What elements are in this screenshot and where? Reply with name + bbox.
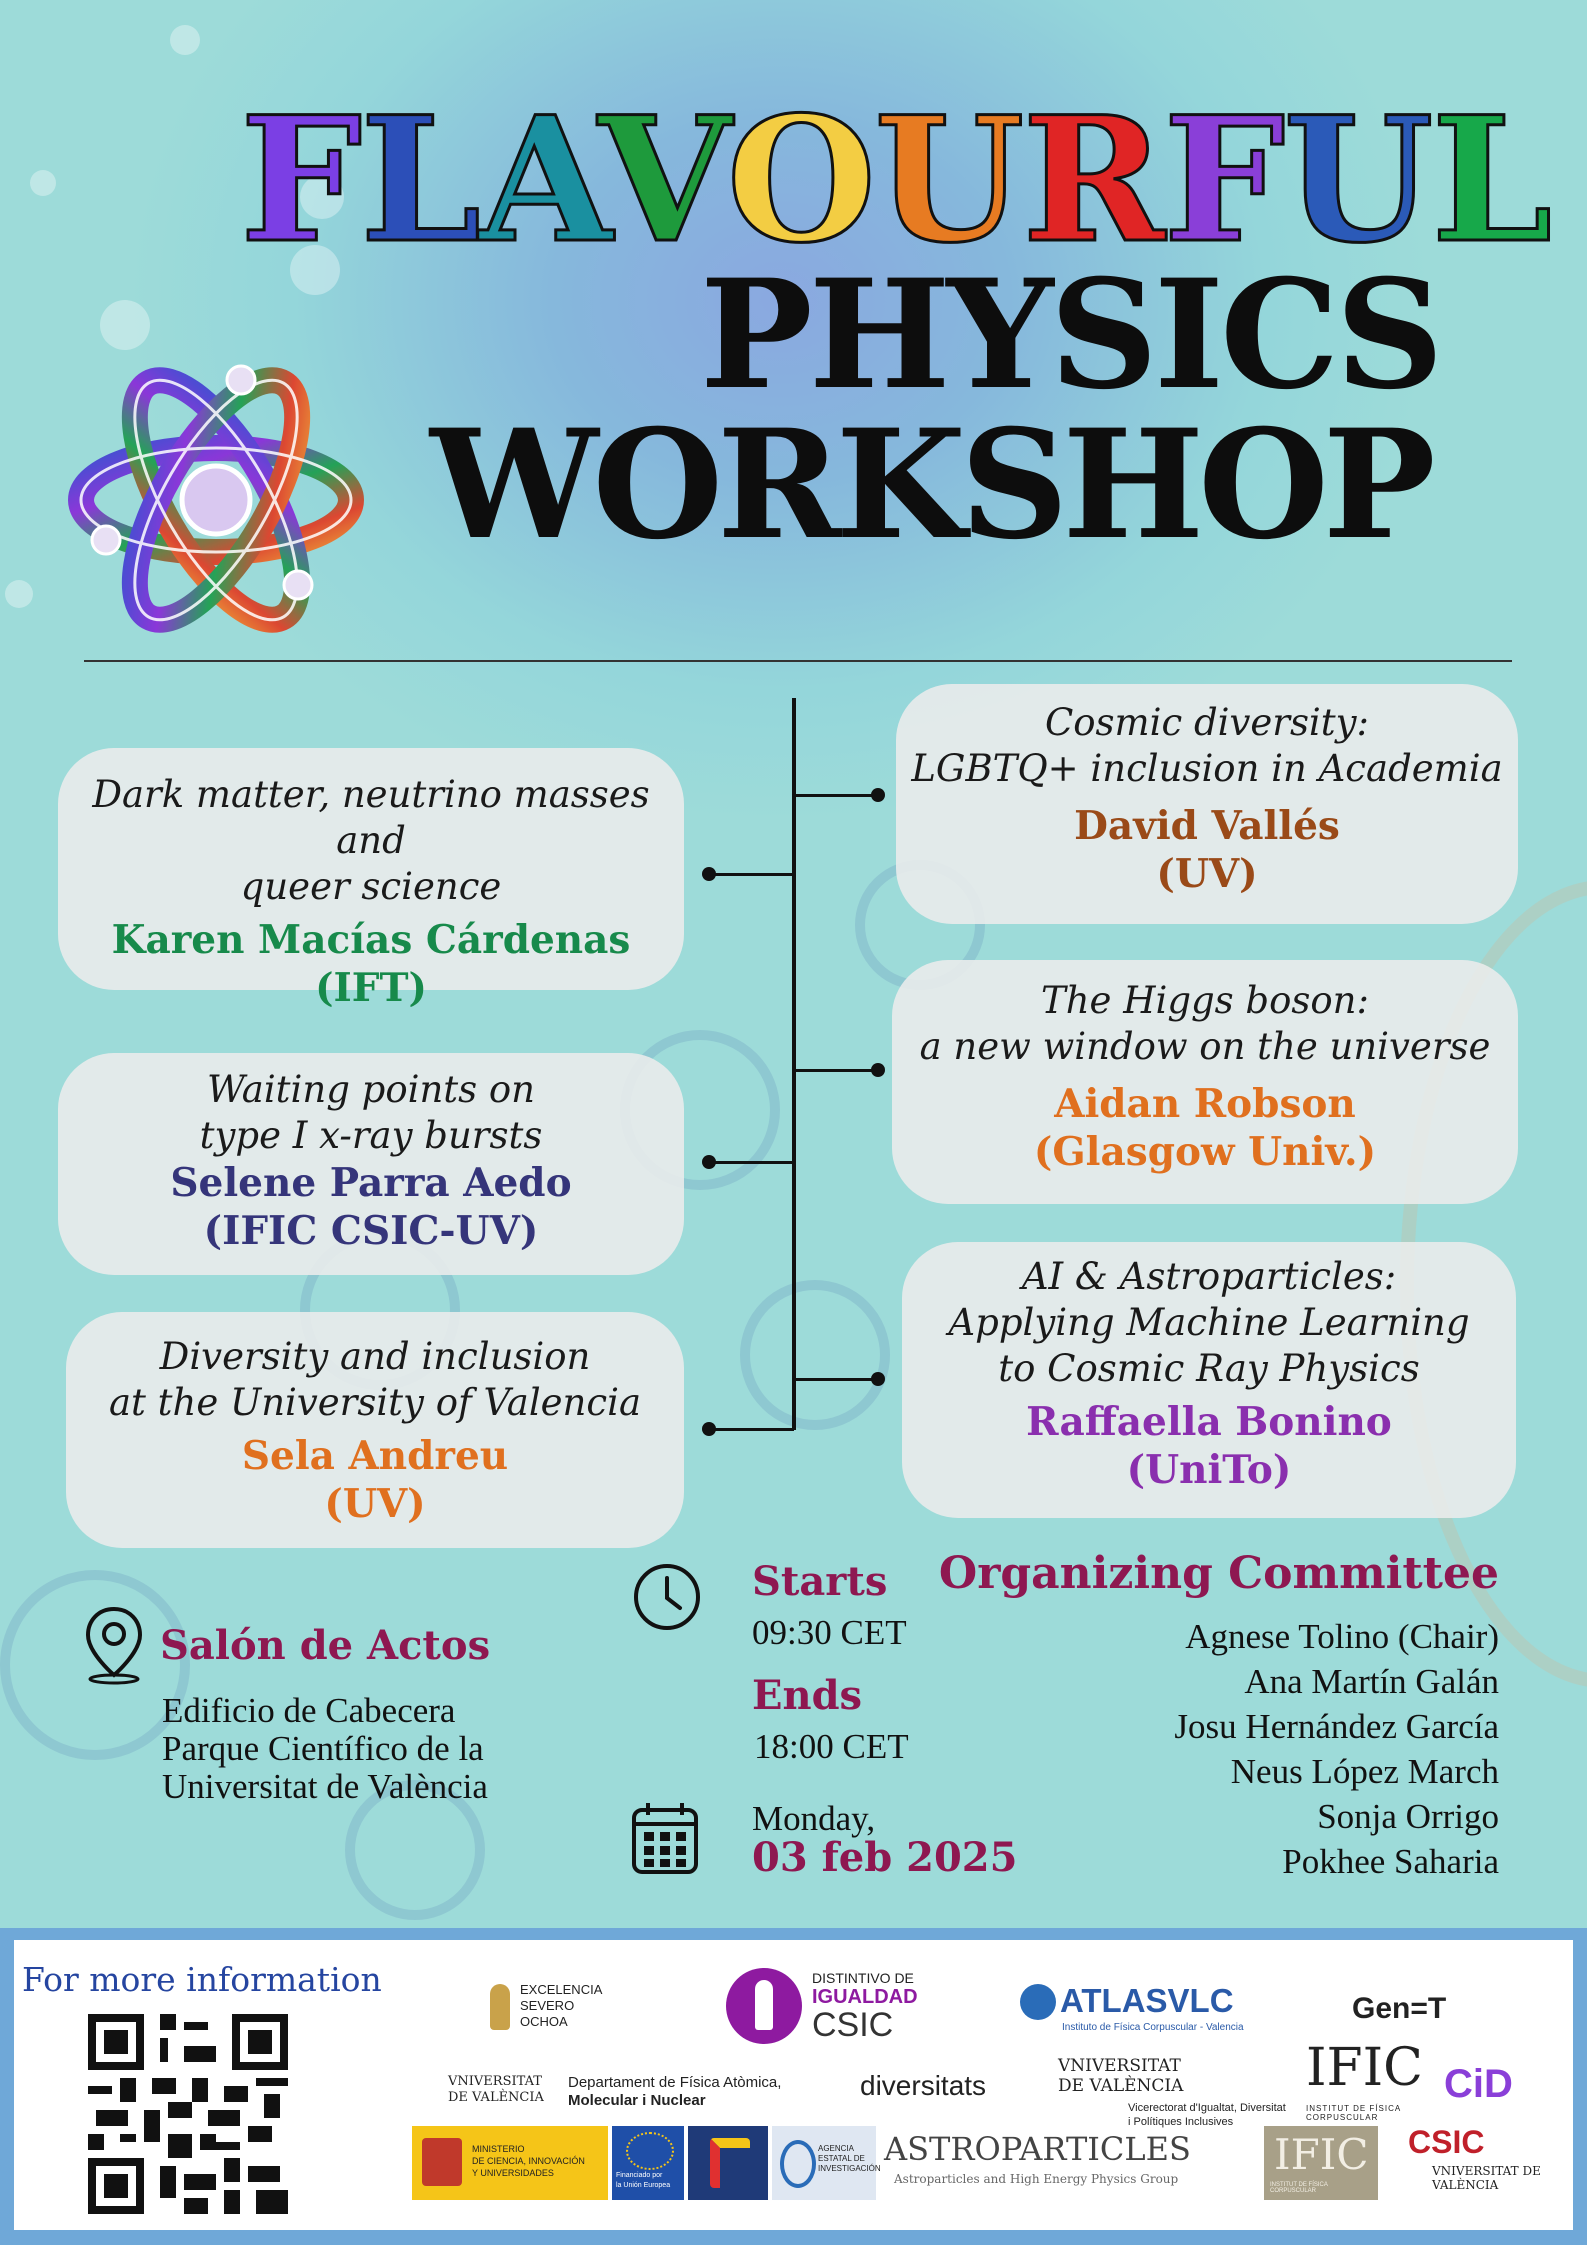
title-letter: U (1283, 78, 1432, 281)
atlas-subtext: Instituto de Física Corpuscular - Valencia (1062, 2022, 1244, 2033)
talk-title: Dark matter, neutrino masses and (92, 773, 650, 862)
speaker-name: Karen Macías Cárdenas (111, 917, 631, 963)
astroparticles-logo (884, 2130, 1244, 2196)
title-physics: PHYSICS (700, 247, 1440, 423)
bubble-decoration (5, 580, 33, 608)
ific-small-subtext: INSTITUT DE FÍSICA CORPUSCULAR (1270, 2182, 1328, 2194)
timeline-branch (706, 873, 794, 876)
talk-title: LGBTQ+ inclusion in Academia (911, 747, 1503, 790)
title-letter: F (240, 78, 361, 281)
igualdad-csic-logo (726, 1968, 946, 2048)
talk-card (66, 1312, 684, 1548)
timeline-dot (702, 867, 716, 881)
talk-title: Waiting points on (206, 1068, 536, 1111)
talk-card (896, 684, 1518, 924)
title-letter: L (360, 78, 480, 281)
speaker-name: David Vallés (1074, 803, 1340, 849)
talk-title: queer science (240, 865, 502, 908)
timeline-branch (706, 1161, 794, 1164)
ific-text: IFIC (1306, 2038, 1423, 2098)
atlas-vlc-logo (1020, 1984, 1260, 2044)
title-letter: O (726, 78, 875, 281)
speaker-affiliation: (UniTo) (1126, 1447, 1292, 1493)
ific-logo (1306, 2038, 1446, 2122)
uv-vicerectorat-logo (1058, 2056, 1308, 2136)
more-info-label: For more information (22, 1960, 382, 1999)
calendar-icon (630, 1800, 700, 1876)
recovery-plan-logo (688, 2126, 768, 2200)
committee-member: Ana Martín Galán (1244, 1662, 1499, 1701)
diversitats-logo: diversitats (860, 2070, 987, 2101)
ific-small-logo (1264, 2126, 1378, 2200)
location-pin-icon (82, 1605, 146, 1685)
timeline-dot (871, 788, 885, 802)
bubble-decoration (100, 300, 150, 350)
severo-ochoa-text: SEVERO (520, 1998, 575, 2013)
speaker-name: Aidan Robson (1054, 1081, 1356, 1127)
igualdad-text: DISTINTIVO DE (812, 1970, 914, 1986)
talk-title: The Higgs boson: (1041, 979, 1369, 1022)
timeline-dot (702, 1155, 716, 1169)
timeline-branch (794, 794, 878, 797)
speaker-name: Selene Parra Aedo (170, 1160, 572, 1206)
astroparticles-subtext: Astroparticles and High Energy Physics Group (894, 2172, 1179, 2186)
ministerio-text: MINISTERIO (472, 2144, 525, 2154)
title-flavourful (240, 78, 1551, 281)
talk-title: at the University of Valencia (108, 1381, 642, 1424)
title-letter: U (874, 78, 1023, 281)
eu-text: la Unión Europea (616, 2182, 671, 2189)
igualdad-text: IGUALDAD (812, 1986, 918, 2008)
speaker-affiliation: (UV) (324, 1481, 426, 1527)
title-letter: R (1022, 78, 1164, 281)
bubble-decoration (170, 25, 200, 55)
uv-department-logo (448, 2070, 808, 2120)
speaker-affiliation: (IFT) (315, 965, 427, 1011)
event-date: 03 feb 2025 (752, 1834, 1018, 1881)
aei-logo (772, 2126, 881, 2200)
aei-icon (780, 2140, 816, 2188)
speaker-name: Sela Andreu (241, 1433, 509, 1479)
talk-card (58, 748, 684, 1011)
bubble-decoration (30, 170, 56, 196)
igualdad-text: CSIC (812, 2006, 894, 2044)
talk-title: type I x-ray bursts (199, 1114, 543, 1157)
divider (84, 660, 1512, 662)
starts-label: Starts (752, 1558, 888, 1605)
speaker-affiliation: (UV) (1156, 851, 1258, 897)
title-letter: V (598, 78, 727, 281)
ministerio-logo (412, 2126, 608, 2200)
csic-logo: CSIC (1408, 2124, 1485, 2160)
venue-line: Universitat de València (162, 1767, 488, 1806)
timeline-branch (794, 1069, 878, 1072)
event-day: Monday, (752, 1799, 876, 1838)
footer (14, 1940, 1573, 2230)
department-text: Departament de Física Atòmica, (568, 2074, 782, 2091)
talk-title: AI & Astroparticles: (1021, 1255, 1397, 1298)
ends-time: 18:00 CET (754, 1727, 909, 1766)
vicerectorat-text: i Polítiques Inclusives (1128, 2116, 1234, 2128)
severo-ochoa-text: OCHOA (520, 2014, 568, 2029)
committee-list (1174, 1614, 1499, 1884)
eu-stars-icon (626, 2132, 674, 2170)
eu-logo (612, 2126, 684, 2200)
ific-circle-icon (1020, 1984, 1056, 2020)
talk-card (892, 960, 1518, 1204)
committee-member: Neus López March (1230, 1752, 1499, 1791)
eu-text: Financiado por (616, 2172, 663, 2179)
vicerectorat-text: Vicerectorat d'Igualtat, Diversitat (1128, 2102, 1286, 2114)
qr-code-icon[interactable] (88, 2014, 288, 2214)
speaker-name: Raffaella Bonino (1026, 1399, 1392, 1445)
uv-text: VNIVERSITAT DE VALÈNCIA (448, 2074, 544, 2105)
timeline-branch (706, 1428, 794, 1431)
atom-icon (66, 350, 366, 650)
title-letter: F (1163, 78, 1284, 281)
aei-text: AGENCIA (818, 2144, 855, 2153)
ministerio-text: DE CIENCIA, INNOVACIÓN (472, 2156, 585, 2166)
timeline-line (792, 698, 796, 1430)
coat-of-arms-icon (422, 2138, 462, 2186)
severo-ochoa-icon (490, 1984, 510, 2030)
clock-icon (632, 1562, 702, 1632)
venue-title: Salón de Actos (160, 1622, 491, 1669)
recovery-plan-icon (710, 2138, 750, 2188)
timeline-branch (794, 1378, 878, 1381)
talk-title: Cosmic diversity: (1044, 701, 1370, 744)
committee-member: Agnese Tolino (Chair) (1185, 1617, 1499, 1656)
talk-title: a new window on the universe (919, 1025, 1491, 1068)
talk-title: to Cosmic Ray Physics (998, 1347, 1420, 1390)
ministerio-text: Y UNIVERSIDADES (472, 2168, 554, 2178)
molecule-ring-decoration (740, 1280, 890, 1430)
aei-text: INVESTIGACIÓN (818, 2164, 881, 2173)
title-workshop: WORKSHOP (430, 397, 1430, 573)
severo-ochoa-logo (490, 1980, 640, 2050)
talk-title: Applying Machine Learning (948, 1301, 1470, 1344)
uv-text: VNIVERSITAT DE VALÈNCIA (1058, 2056, 1184, 2096)
committee-member: Sonja Orrigo (1317, 1797, 1499, 1836)
speaker-affiliation: (IFIC CSIC-UV) (203, 1208, 539, 1254)
title-letter: A (479, 78, 598, 281)
timeline-dot (871, 1063, 885, 1077)
department-text: Molecular i Nuclear (568, 2092, 706, 2109)
person-icon-figure (755, 1980, 773, 2030)
starts-time: 09:30 CET (752, 1613, 907, 1652)
committee-member: Pokhee Saharia (1282, 1842, 1499, 1881)
committee-member: Josu Hernández García (1174, 1707, 1499, 1746)
venue-line: Parque Científico de la (162, 1729, 484, 1768)
talk-card (902, 1242, 1516, 1518)
gent-logo: Gen=T (1352, 1992, 1447, 2025)
talk-card (58, 1053, 684, 1275)
astroparticles-text: ASTROPARTICLES (884, 2130, 1191, 2168)
title-letter: L (1431, 78, 1551, 281)
cid-logo: CiD (1444, 2062, 1513, 2106)
atlas-text: ATLASVLC (1060, 1982, 1234, 2019)
ends-label: Ends (752, 1672, 863, 1719)
timeline-dot (871, 1372, 885, 1386)
aei-text: ESTATAL DE (818, 2154, 865, 2163)
ific-subtext: INSTITUT DE FÍSICA CORPUSCULAR (1306, 2104, 1401, 2122)
ific-small-text: IFIC (1274, 2130, 1369, 2179)
uv-small-logo: VNIVERSITAT DE VALÈNCIA (1432, 2164, 1541, 2192)
committee-title: Organizing Committee (938, 1548, 1499, 1599)
speaker-affiliation: (Glasgow Univ.) (1033, 1129, 1377, 1175)
talk-title: Diversity and inclusion (159, 1335, 591, 1378)
timeline-dot (702, 1422, 716, 1436)
venue-line: Edificio de Cabecera (162, 1691, 456, 1730)
severo-ochoa-text: EXCELENCIA (520, 1982, 603, 1997)
